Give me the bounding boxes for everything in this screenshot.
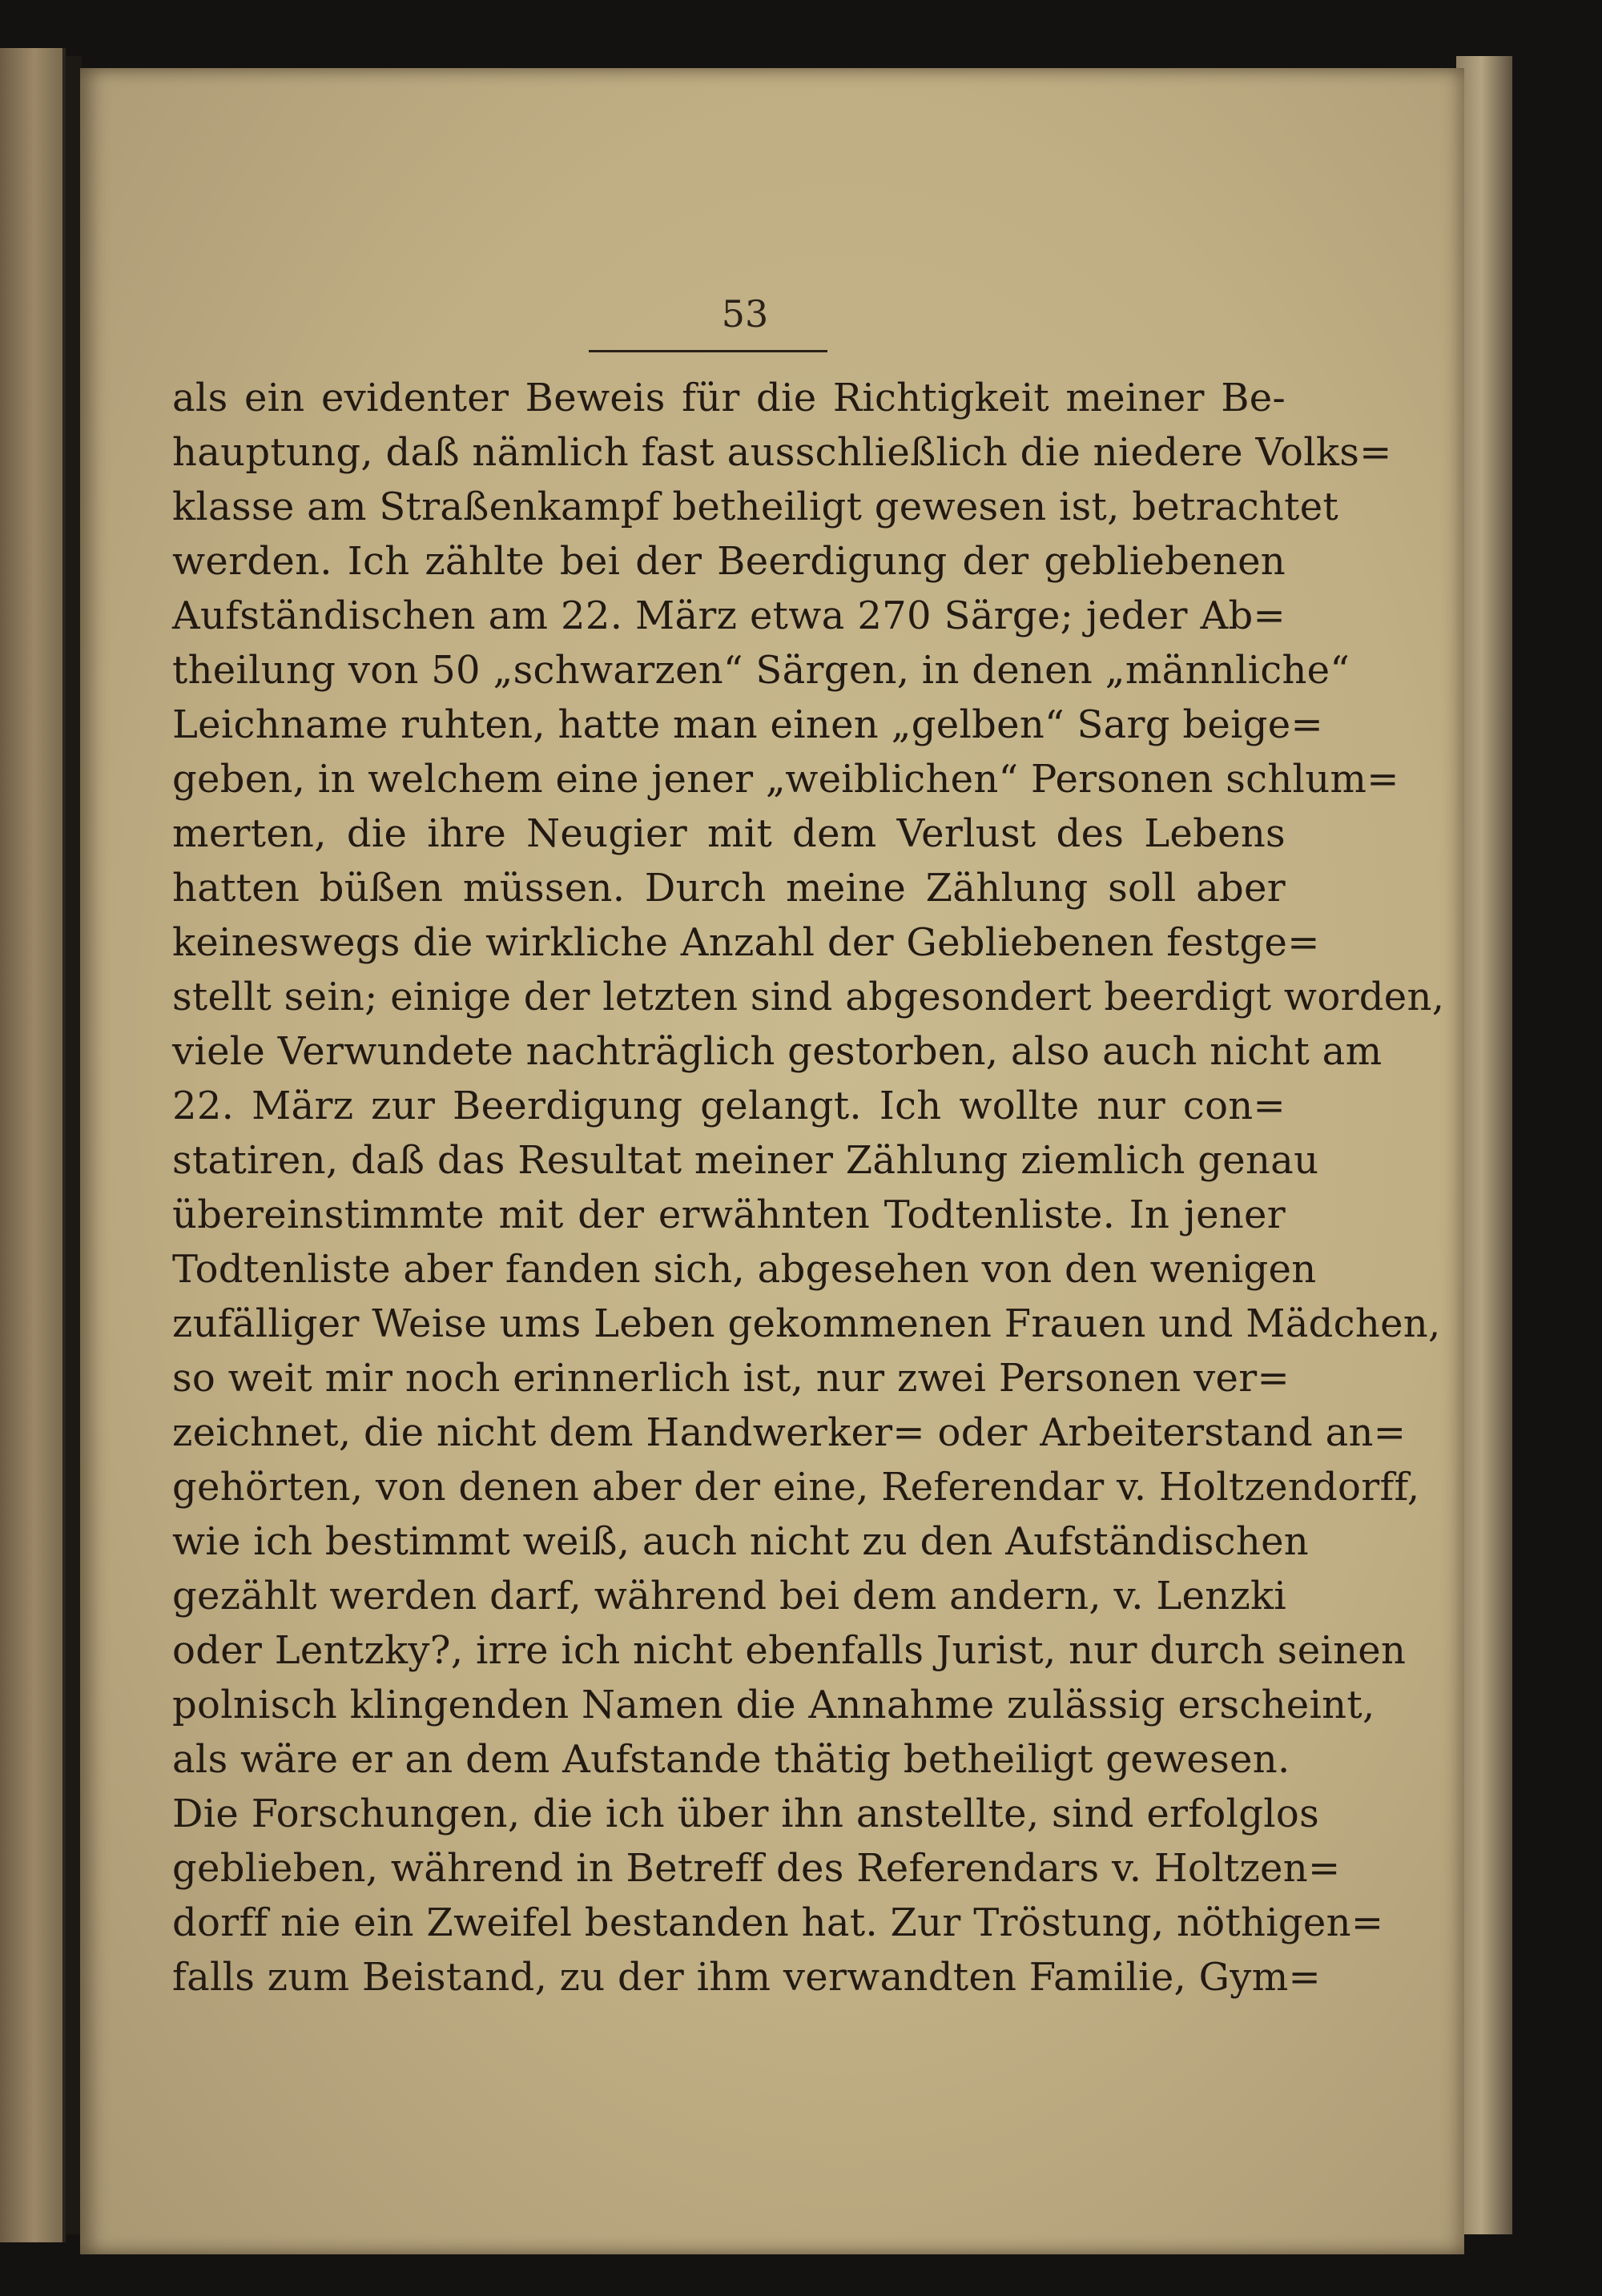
header-rule bbox=[589, 350, 827, 352]
text-line: falls zum Beistand, zu der ihm verwandten Familie, Gym= bbox=[172, 1955, 1322, 2000]
text-line: zufälliger Weise ums Leben gekommenen Frauen und Mädchen, bbox=[172, 1301, 1441, 1346]
page-stack-edge bbox=[1456, 56, 1512, 2234]
text-line: Todtenliste aber fanden sich, abgesehen von den wenigen bbox=[172, 1247, 1317, 1292]
text-line: geblieben, während in Betreff des Referendars v. Holtzen= bbox=[172, 1846, 1341, 1891]
text-line: so weit mir noch erinnerlich ist, nur zwei Personen ver= bbox=[172, 1356, 1290, 1401]
text-line: Die Forschungen, die ich über ihn anstellte, sind erfolglos bbox=[172, 1791, 1320, 1836]
text-line: werden. Ich zählte bei der Beerdigung der gebliebenen bbox=[172, 539, 1286, 584]
book-page bbox=[80, 68, 1464, 2254]
text-line: zeichnet, die nicht dem Handwerker= oder Arbeiterstand an= bbox=[172, 1410, 1407, 1455]
text-line: 22. März zur Beerdigung gelangt. Ich wollte nur con= bbox=[172, 1084, 1286, 1128]
text-line: stellt sein; einige der letzten sind abgesondert beerdigt worden, bbox=[172, 975, 1445, 1019]
text-line: viele Verwundete nachträglich gestorben, also auch nicht am bbox=[172, 1029, 1383, 1074]
text-line: dorff nie ein Zweifel bestanden hat. Zur Tröstung, nöthigen= bbox=[172, 1900, 1384, 1945]
page-number: 53 bbox=[721, 292, 769, 336]
text-line: merten, die ihre Neugier mit dem Verlust des Lebens bbox=[172, 811, 1286, 856]
text-line: als wäre er an dem Aufstande thätig betheiligt gewesen. bbox=[172, 1737, 1290, 1782]
text-line: oder Lentzky?, irre ich nicht ebenfalls Jurist, nur durch seinen bbox=[172, 1628, 1407, 1673]
left-page-edge bbox=[0, 48, 66, 2242]
text-line: hatten büßen müssen. Durch meine Zählung soll aber bbox=[172, 866, 1286, 911]
text-line: Aufständischen am 22. März etwa 270 Särge; jeder Ab= bbox=[172, 593, 1286, 638]
text-line: polnisch klingenden Namen die Annahme zulässig erscheint, bbox=[172, 1683, 1375, 1727]
text-line: keineswegs die wirkliche Anzahl der Gebliebenen festge= bbox=[172, 920, 1320, 965]
body-text bbox=[172, 371, 1445, 2004]
text-line: übereinstimmte mit der erwähnten Todtenliste. In jener bbox=[172, 1192, 1286, 1237]
text-line: wie ich bestimmt weiß, auch nicht zu den Aufständischen bbox=[172, 1519, 1309, 1564]
text-line: hauptung, daß nämlich fast ausschließlich die niedere Volks= bbox=[172, 430, 1392, 475]
text-line: geben, in welchem eine jener „weiblichen“ Personen schlum= bbox=[172, 757, 1399, 802]
text-line: theilung von 50 „schwarzen“ Särgen, in denen „männliche“ bbox=[172, 648, 1350, 693]
text-line: statiren, daß das Resultat meiner Zählung ziemlich genau bbox=[172, 1138, 1319, 1183]
book-gutter bbox=[66, 56, 82, 2234]
text-line: als ein evidenter Beweis für die Richtigkeit meiner Be- bbox=[172, 376, 1286, 420]
text-line: klasse am Straßenkampf betheiligt gewesen ist, betrachtet bbox=[172, 485, 1339, 529]
text-line: gezählt werden darf, während bei dem andern, v. Lenzki bbox=[172, 1574, 1287, 1618]
text-line: Leichname ruhten, hatte man einen „gelben“ Sarg beige= bbox=[172, 702, 1324, 747]
text-line: gehörten, von denen aber der eine, Referendar v. Holtzendorff, bbox=[172, 1465, 1420, 1510]
